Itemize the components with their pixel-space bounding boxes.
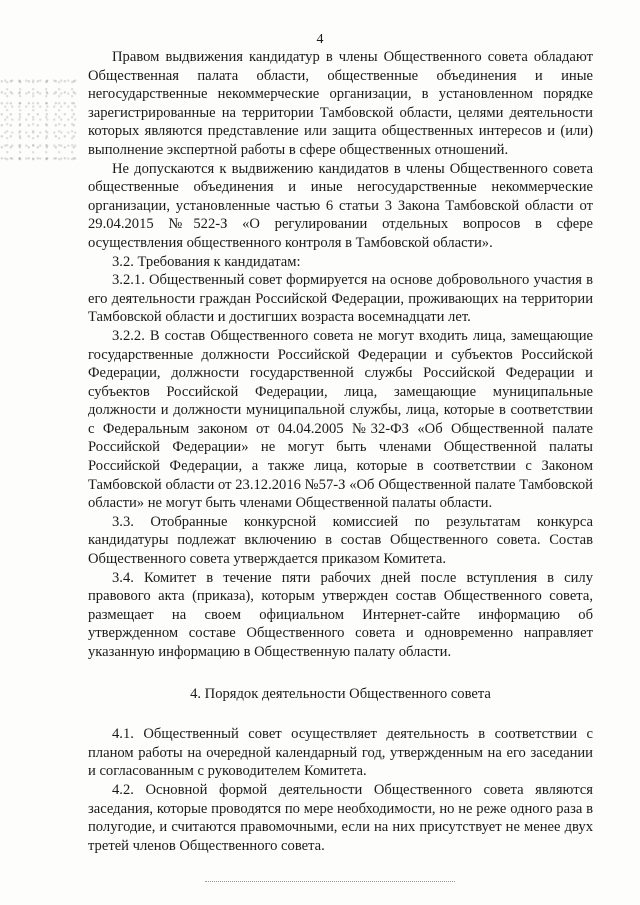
section-heading: 4. Порядок деятельности Общественного совета: [190, 685, 491, 702]
scan-artifact: [0, 78, 80, 163]
paragraph-3-2-2: 3.2.2. В состав Общественного совета не могут входить лица, замещающие государственные должности Российской Федерации и субъектов Российской Федерации, должности государственной службы Российской Федерации и субъектов Российской Федерации, лица, замещающие муниципальные должности и должности муниципальной службы, лица, которые в соответствии с Федеральным законом от 04.04.2005 №32-ФЗ «Об Общественной палате Российской Федерации» не могут быть членами Общественной палаты Российской Федерации, а также лица, которые в соответствии с Законом Тамбовской области от 23.12.2016 №57-З «Об Общественной палате Тамбовской области» не могут быть членами Общественной палаты области.: [88, 327, 593, 512]
paragraph-3-2: 3.2. Требования к кандидатам:: [112, 253, 301, 270]
paragraph-nominating-rights: Правом выдвижения кандидатур в члены Общественного совета обладают Общественная палата области, общественные объединения и иные негосударственные некоммерческие организации, в установленном порядке зарегистрированные на территории Тамбовской области, целями деятельности которых являются представление или защита общественных интересов и (или) выполнение экспертной работы в сфере общественных отношений.: [88, 49, 593, 158]
paragraph-3-4: 3.4. Комитет в течение пяти рабочих дней после вступления в силу правового акта (приказа), которым утвержден состав Общественного совета, размещает на своем официальном Интернет-сайте информацию об утвержденном составе Общественного совета и одновременно направляет указанную информацию в Общественную палату области.: [88, 569, 593, 660]
paragraph-excluded-organizations: Не допускаются к выдвижению кандидатов в члены Общественного совета общественные объединения и иные негосударственные некоммерческие организации, установленные частью 6 статьи 3 Закона Тамбовской области от 29.04.2015 №522-З «О регулировании отдельных вопросов в сфере осуществления общественного контроля в Тамбовской области».: [88, 160, 593, 251]
document-body: [88, 48, 593, 855]
paragraph-3-2-1: 3.2.1. Общественный совет формируется на основе добровольного участия в его деятельности граждан Российской Федерации, проживающих на территории Тамбовской области и достигших возраста восемнадцати лет.: [88, 272, 593, 326]
page-number: 4: [316, 32, 324, 47]
paragraph-3-3: 3.3. Отобранные конкурсной комиссией по результатам конкурса кандидатуры подлежат включению в состав Общественного совета. Состав Общественного совета утверждается приказом Комитета.: [88, 513, 593, 568]
paragraph-4-2: 4.2. Основной формой деятельности Общественного совета являются заседания, которые проводятся по мере необходимости, но не реже одного раза в полугодие, и считаются правомочными, если на них присутствует не менее двух третей членов Общественного совета.: [88, 781, 593, 854]
paragraph-4-1: 4.1. Общественный совет осуществляет деятельность в соответствии с планом работы на очередной календарный год, утвержденным на его заседании и согласованным с руководителем Комитета.: [88, 726, 593, 780]
footer-divider: [205, 881, 455, 882]
